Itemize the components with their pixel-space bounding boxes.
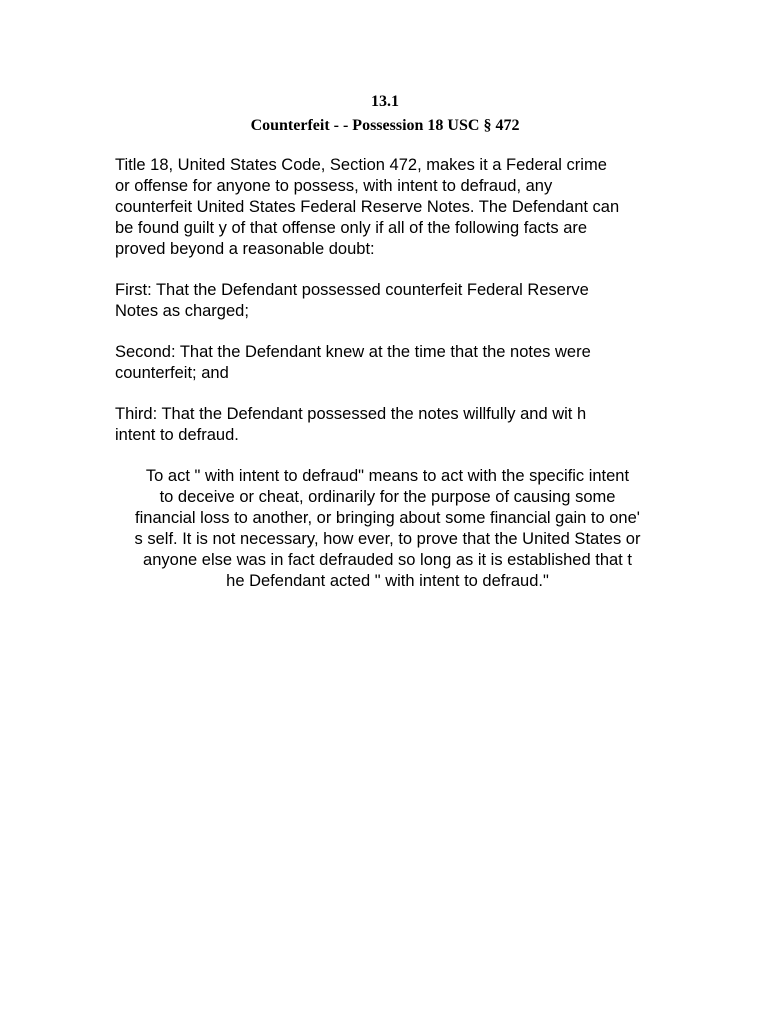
text-line: Title 18, United States Code, Section 472, makes it a Federal crime xyxy=(115,156,607,174)
text-line: to deceive or cheat, ordinarily for the purpose of causing some xyxy=(159,488,616,506)
text-line: financial loss to another, or bringing about some financial gain to one' xyxy=(135,509,640,527)
text-line: counterfeit; and xyxy=(115,364,229,382)
text-line: Second: That the Defendant knew at the time that the notes were xyxy=(115,343,591,361)
text-line: counterfeit United States Federal Reserve Notes. The Defendant can xyxy=(115,198,620,216)
section-title: Counterfeit - - Possession 18 USC § 472 xyxy=(250,117,520,134)
definition-paragraph xyxy=(115,466,660,592)
text-line: be found guilt y of that offense only if all of the following facts are xyxy=(115,219,588,237)
text-line: To act " with intent to defraud" means to act with the specific intent xyxy=(145,467,630,485)
text-line: intent to defraud. xyxy=(115,426,239,444)
text-line: or offense for anyone to possess, with intent to defraud, any xyxy=(115,177,553,195)
instruction-body xyxy=(115,155,660,612)
text-line: proved beyond a reasonable doubt: xyxy=(115,240,375,258)
element-first-paragraph xyxy=(115,280,660,322)
text-line: anyone else was in fact defrauded so long as it is established that t xyxy=(143,551,632,569)
text-line: First: That the Defendant possessed counterfeit Federal Reserve xyxy=(115,281,589,299)
element-second-paragraph xyxy=(115,342,660,384)
text-line: he Defendant acted " with intent to defraud." xyxy=(226,572,549,590)
text-line: Third: That the Defendant possessed the notes willfully and wit h xyxy=(115,405,587,423)
text-line: Notes as charged; xyxy=(115,302,249,320)
element-third-paragraph xyxy=(115,404,660,446)
text-line: s self. It is not necessary, how ever, to prove that the United States or xyxy=(134,530,641,548)
intro-paragraph xyxy=(115,155,660,260)
section-number: 13.1 xyxy=(371,93,399,110)
